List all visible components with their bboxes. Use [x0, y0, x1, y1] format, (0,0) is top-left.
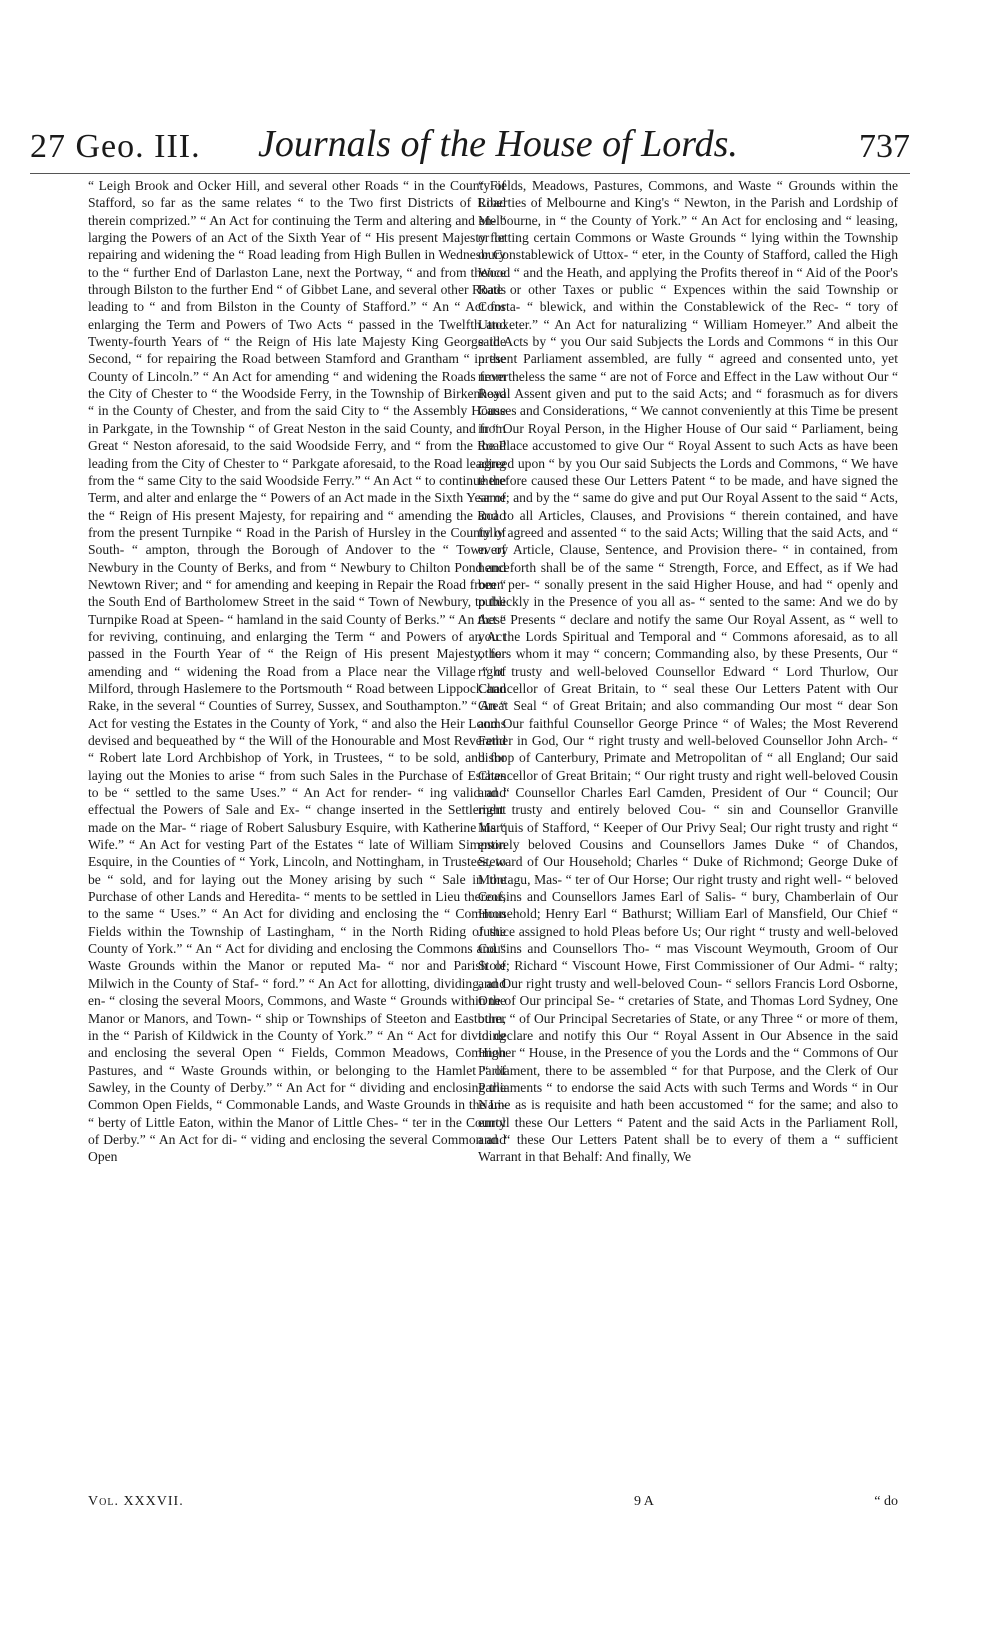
left-column — [88, 177, 506, 1490]
left-column-text: “ Leigh Brook and Ocker Hill, and several other Roads “ in the County of Stafford, so far as the same relates “ to the Two first Districts of Road therein comprized.” “ An Act for continuing the Term and altering and en- “ larging the Powers of an Act of the Sixth Year of “ His present Majesty for repairing and widening the “ Road leading from High Bullen in Wednesbury to the “ further End of Darlaston Lane, next the Portway, “ and from thence through Bilston to the further End “ of Gibbet Lane, and several other Roads leading to “ and from Bilston in the County of Stafford.” “ An “ Act for enlarging the Term and Powers of Two Acts “ passed in the Twelfth and Twenty-fourth Years of “ the Reign of His late Majesty King George the Second, “ for repairing the Road between Stamford and Grantham “ in the County of Lincoln.” “ An Act for amending “ and widening the Roads from the City of Chester to “ the Woodside Ferry, in the Township of Birkenhead “ in the County of Chester, and from the said City to “ the Assembly House in Parkgate, in the Township “ of Great Neston in the said County, and from Great “ Neston aforesaid, to the said Woodside Ferry, and “ from the Road leading from the City of Chester to “ Parkgate aforesaid, to the Road leading from the “ same City to the said Woodside Ferry.” “ An Act “ to continue the Term, and alter and enlarge the “ Powers of an Act made in the Sixth Year of the “ Reign of His present Majesty, for repairing and “ amending the Road from the present Turnpike “ Road in the Parish of Hursley in the County of South- “ ampton, through the Borough of Andover to the “ Town of Newbury in the County of Berks, and from “ Newbury to Chilton Pond and Newtown River; and “ for amending and keeping in Repair the Road from “ the South End of Bartholomew Street in the said “ Town of Newbury, to the Turnpike Road at Speen- “ hamland in the said County of Berks.” “ An Act “ for reviving, continuing, and enlarging the Term “ and Powers of an Act passed in the Fourth Year of “ the Reign of His present Majesty, for amending and “ widening the Road from a Place near the Village “ of Milford, through Haslemere to the Portsmouth “ Road between Lippock and Rake, in the several “ Counties of Surrey, Sussex, and Southampton.” “ An “ Act for vesting the Estates in the County of York, “ and also the Heir Looms devised and bequeathed by “ the Will of the Honourable and Most Reverend “ Robert late Lord Archbishop of York, in Trustees, “ to be sold, and for laying out the Monies to arise “ from such Sales in the Purchase of Estates to be “ settled to the same Uses.” “ An Act for render- “ ing valid and effectual the Powers of Sale and Ex- “ change inserted in the Settlement made on the Mar- “ riage of Robert Salusbury Esquire, with Katherine his “ Wife.” “ An Act for vesting Part of the Estates “ late of William Simpson Esquire, in the Counties of “ York, Lincoln, and Nottingham, in Trustees, to be “ sold, and for laying out the Money arising by such “ Sale in the Purchase of other Lands and Heredita- “ ments to be settled in Lieu thereof, to the same “ Uses.” “ An Act for dividing and enclosing the “ Common Fields within the Township of Lastingham, “ in the North Riding of the County of York.” “ An “ Act for dividing and enclosing the Commons and “ Waste Grounds within the Manor or reputed Ma- “ nor and Parish of Milwich in the County of Staf- “ ford.” “ An Act for allotting, dividing, and en- “ closing the several Moors, Commons, and Waste “ Grounds within the Manor or Manors, and Town- “ ship or Townships of Steeton and Eastburn, in the “ Parish of Kildwick in the County of York.” “ An “ Act for dividing and enclosing the several Open “ Fields, Common Meadows, Common Pastures, and “ Waste Grounds within, or belonging to the Hamlet “ of Sawley, in the County of Derby.” “ An Act for “ dividing and enclosing the Common Open Fields, “ Commonable Lands, and Waste Grounds in the Li- “ berty of Little Eaton, within the Manor of Little Ches- “ ter in the County of Derby.” “ An Act for di- “ viding and enclosing the several Common and Open — [88, 178, 506, 1165]
signature-mark: 9 A — [634, 1494, 654, 1509]
volume-number: Vol. XXXVII. — [88, 1494, 184, 1509]
header-rule — [30, 173, 910, 174]
catchword: “ do — [874, 1494, 898, 1509]
right-column-text: “ Fields, Meadows, Pastures, Commons, and Waste “ Grounds within the Liberties of Melbourne and King's “ Newton, in the Parish and Lordship of Melbourne, in “ the County of York.” “ An Act for enclosing and “ leasing, or letting certain Commons or Waste Grounds “ lying within the Township or Constablewick of Uttox- “ eter, in the County of Stafford, called the High Wood “ and the Heath, and applying the Profits thereof in “ Aid of the Poor's Rate or other Taxes or public “ Expences within the said Township or Consta- “ blewick, and within the Constablewick of the Rec- “ tory of Uttoxeter.” “ An Act for naturalizing “ William Homeyer.” And albeit the said Acts by “ you Our said Subjects the Lords and Commons “ in this Our present Parliament assembled, are fully “ agreed and consented unto, yet nevertheless the same “ are not of Force and Effect in the Law without Our “ Royal Assent given and put to the said Acts; and “ forasmuch as for divers Causes and Considerations, “ We cannot conveniently at this Time be present in “ Our Royal Person, in the Higher House of Our said “ Parliament, being the Place accustomed to give Our “ Royal Assent to such Acts as have been agreed upon “ by you Our said Subjects the Lords and Commons, “ We have therefore caused these Our Letters Patent “ to be made, and have signed the same; and by the “ same do give and put Our Royal Assent to the said “ Acts, and to all Articles, Clauses, and Provisions “ therein contained, and have fully agreed and assented “ to the said Acts; Willing that the said Acts, and “ every Article, Clause, Sentence, and Provision there- “ in contained, from henceforth shall be of the same “ Strength, Force, and Effect, as if We had been per- “ sonally present in the said Higher House, and had “ openly and publickly in the Presence of you all as- “ sented to the same: And we do by these Presents “ declare and notify the same Our Royal Assent, as “ well to you the Lords Spiritual and Temporal and “ Commons aforesaid, as to all others whom it may “ concern; Commanding also, by these Presents, Our “ right trusty and well-beloved Counsellor Edward “ Lord Thurlow, Our Chancellor of Great Britain, to “ seal these Our Letters Patent with Our Great Seal “ of Great Britain; and also commanding Our most “ dear Son and Our faithful Counsellor George Prince “ of Wales; the Most Reverend Father in God, Our “ right trusty and well-beloved Counsellor John Arch- “ bishop of Canterbury, Primate and Metropolitan of “ all England; Our said Chancellor of Great Britain; “ Our right trusty and right well-beloved Cousin and “ Counsellor Charles Earl Camden, President of Our “ Council; Our right trusty and entirely beloved Cou- “ sin and Counsellor Granville Marquis of Stafford, “ Keeper of Our Privy Seal; Our right trusty and right “ entirely beloved Cousins and Counsellors James Duke “ of Chandos, Steward of Our Household; Charles “ Duke of Richmond; George Duke of Montagu, Mas- “ ter of Our Horse; Our right trusty and right well- “ beloved Cousins and Counsellors James Earl of Salis- “ bury, Chamberlain of Our Household; Henry Earl “ Bathurst; William Earl of Mansfield, Our Chief “ Justice assigned to hold Pleas before Us; Our right “ trusty and well-beloved Cousins and Counsellors Tho- “ mas Viscount Weymouth, Groom of Our Stole; Richard “ Viscount Howe, First Commissioner of Our Admi- “ ralty; and Our right trusty and well-beloved Coun- “ sellors Francis Lord Osborne, One of Our principal Se- “ cretaries of State, and Thomas Lord Sydney, One other “ of Our Principal Secretaries of State, or any Three “ or more of them, to declare and notify this Our “ Royal Assent in Our Absence in the said Higher “ House, in the Presence of you the Lords and the “ Commons of Our Parliament, there to be assembled “ for that Purpose, and the Clerk of Our Parliaments “ to endorse the said Acts with such Terms and Words “ in Our Name as is requisite and hath been accustomed “ for the same; and also to enroll these Our Letters “ Patent and the said Acts in the Parliament Roll, and “ these Our Letters Patent shall be to every of them a “ sufficient Warrant in that Behalf: And finally, We — [478, 178, 898, 1165]
page-header — [30, 120, 910, 180]
running-title: Journals of the House of Lords. — [258, 123, 738, 165]
right-column — [478, 177, 898, 1490]
page-footer — [88, 1494, 898, 1524]
page-number: 737 — [859, 128, 910, 165]
regnal-year: 27 Geo. III. — [30, 128, 201, 165]
